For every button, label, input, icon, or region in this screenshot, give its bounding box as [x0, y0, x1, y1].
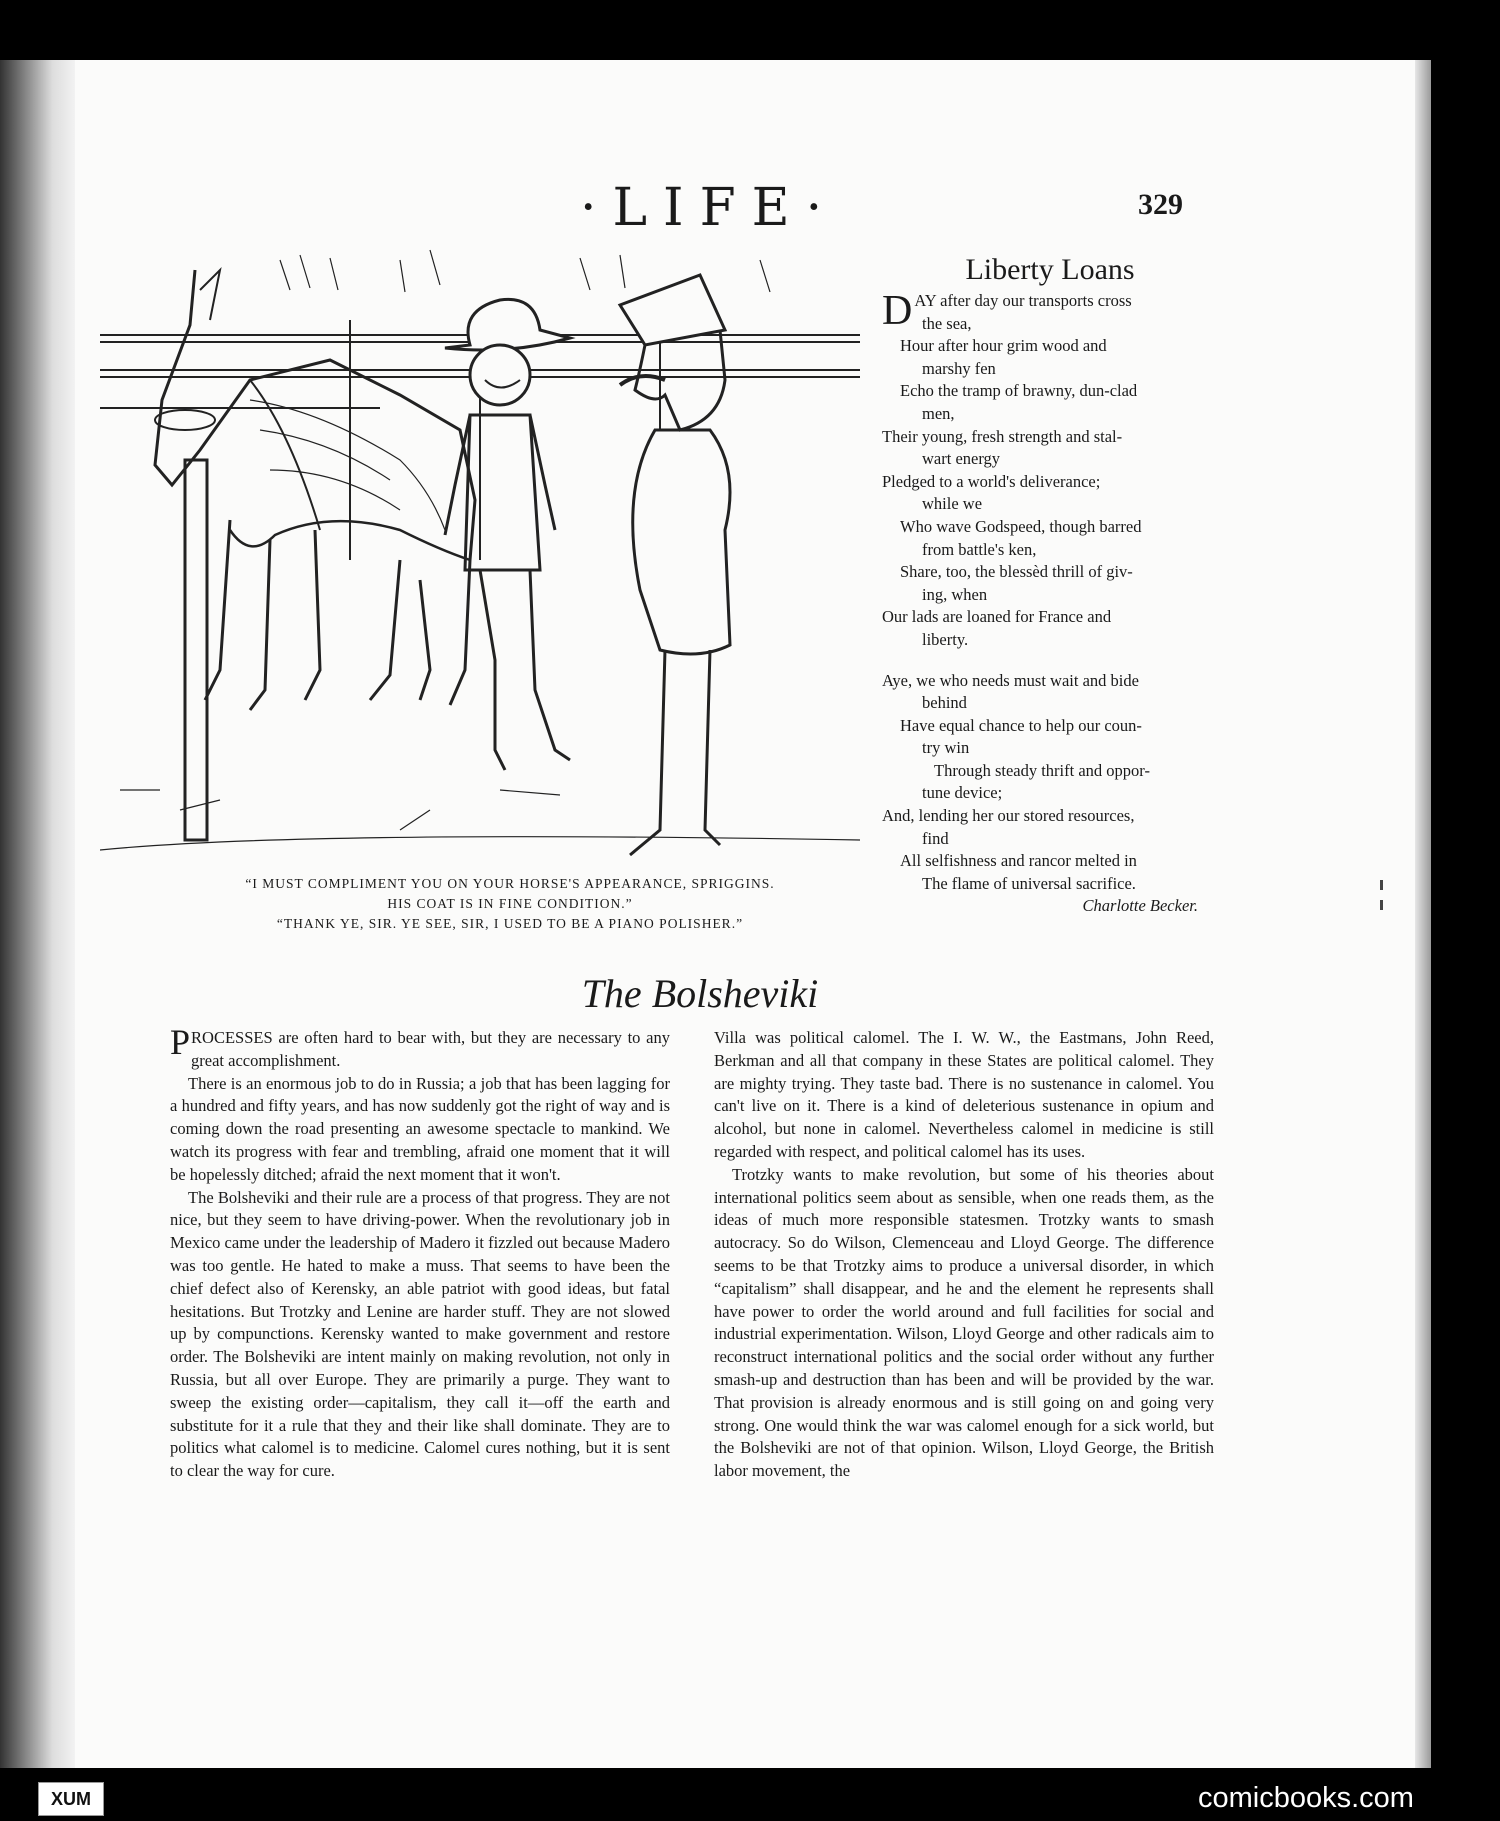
poem-line: Pledged to a world's deliverance; [882, 471, 1101, 491]
poem-line: from battle's ken, [922, 539, 1037, 559]
masthead: ·LIFE· [580, 178, 839, 238]
poem-line: the sea, [922, 313, 972, 333]
poem-line: tune device; [922, 783, 1003, 803]
poem-line: men, [922, 403, 955, 423]
poem-line: Their young, fresh strength and stal- [882, 426, 1123, 446]
poem-title: Liberty Loans [965, 253, 1135, 286]
caption-line: “I MUST COMPLIMENT YOU ON YOUR HORSE'S APPEARANCE, SPRIGGINS. [245, 876, 775, 891]
poem-line: ing, when [922, 584, 988, 604]
scan-right-edge [1415, 60, 1431, 1768]
article-paragraph: The Bolsheviki and their rule are a process of that progress. They are not nice, but they seem to have driving-power. When the revolutionary job in Mexico came under the leadership of Madero it fizzled out because Madero was too gentle. He hated to make a muss. That seems to have been the chief defect also of Kerensky, an able patriot with good ideas, but fatal hesitations. But Trotzky and Lenine are harder stuff. They are not slowed up by compunctions. Kerensky wanted to make government and restore order. The Bolsheviki are intent mainly on making revolution, not only in Russia, but all over Europe. They are primarily a purge. They want to sweep the existing order—capitalism, they call it—off the earth and substitute for it a rule that they and their like shall dominate. They are to politics what calomel is to medicine. Calomel cures nothing, but it is sent to clear the way for cure. [170, 1187, 670, 1481]
margin-mark [1380, 880, 1383, 890]
caption-line: “THANK YE, SIR. YE SEE, SIR, I USED TO BE A PIANO POLISHER.” [276, 916, 744, 931]
poem-dropcap: D [882, 288, 913, 334]
article-title: The Bolsheviki [581, 971, 819, 1016]
article-column-2 [714, 1027, 1214, 1483]
scan-badge: XUM [38, 1782, 104, 1816]
article-paragraph: PROCESSES are often hard to bear with, but they are necessary to any great accomplishment. [170, 1022, 670, 1070]
page-number: 329 [1138, 188, 1183, 221]
poem-line: Hour after hour grim wood and [900, 336, 1107, 356]
article-paragraph: There is an enormous job to do in Russia; a job that has been lagging for a hundred and fifty years, and has now suddenly got the right of way and is coming down the road presenting an awesome spectacle to mankind. We watch its progress with fear and trembling, afraid one moment that it will be hopelessly ditched; afraid the next moment that it won't. [170, 1073, 670, 1184]
article-dropcap: P [170, 1022, 191, 1062]
poem-line: Share, too, the blessèd thrill of giv- [900, 562, 1133, 582]
poem-line: liberty. [922, 629, 969, 649]
poem-line: marshy fen [922, 358, 996, 378]
poem-line: behind [922, 693, 967, 713]
poem-line: DAY after day our transports cross [882, 288, 1132, 334]
poem-author: Charlotte Becker. [1082, 896, 1198, 916]
poem-line: while we [922, 494, 983, 514]
poem-line: Echo the tramp of brawny, dun-clad [900, 381, 1138, 401]
article-column-1 [170, 1022, 670, 1483]
article-paragraph: Villa was political calomel. The I. W. W., the Eastmans, John Reed, Berkman and all that company in these States are political calomel. They are mighty trying. They taste bad. There is no sustenance in calomel. You can't live on it. There is a kind of deleterious sustenance in opium and alcohol, but none in calomel. Nevertheless calomel in medicine is still regarded with respect, and political calomel has its uses. [714, 1028, 1214, 1161]
poem-body [882, 290, 1218, 918]
poem-line: find [922, 828, 949, 848]
poem-line: Who wave Godspeed, though barred [900, 516, 1142, 536]
article-paragraph: Trotzky wants to make revolution, but some of his theories about international politics seem about as sensible, when one reads them, as the ideas of much more responsible statesmen. Trotzky wants to smash autocracy. So do Wilson, Clemenceau and Lloyd George. The difference seems to be that Trotzky aims to produce a universal disorder, in which “capitalism” shall disappear, and he and the element he represents shall have power to order the world around and full facilities for social and industrial experimentation. Wilson, Lloyd George and other radicals aim to reconstruct international politics and the social order without any further smash-up and destruction than has been and will be provided by the war. That provision is already enormous and is still going on and going very strong. One would think the war was calomel enough for a sick world, but the Bolsheviki are not of that opinion. Wilson, Lloyd George, the British labor movement, the [714, 1164, 1214, 1481]
poem-line: try win [922, 738, 970, 758]
poem-line: Aye, we who needs must wait and bide [882, 670, 1139, 690]
poem-line: wart energy [922, 449, 1001, 469]
poem-line: Have equal chance to help our coun- [900, 715, 1142, 735]
cartoon-illustration [100, 230, 860, 870]
poem-line: And, lending her our stored resources, [882, 806, 1135, 826]
poem-line: The flame of universal sacrifice. [922, 873, 1136, 893]
cartoon-caption [190, 874, 830, 934]
margin-mark [1380, 900, 1383, 910]
poem-line: All selfishness and rancor melted in [900, 851, 1137, 871]
poem-line: Our lads are loaned for France and [882, 607, 1112, 627]
scan-left-edge [0, 60, 75, 1768]
poem-line: Through steady thrift and oppor- [934, 760, 1150, 780]
caption-line: HIS COAT IS IN FINE CONDITION.” [387, 896, 633, 911]
watermark: comicbooks.com [1198, 1782, 1414, 1814]
